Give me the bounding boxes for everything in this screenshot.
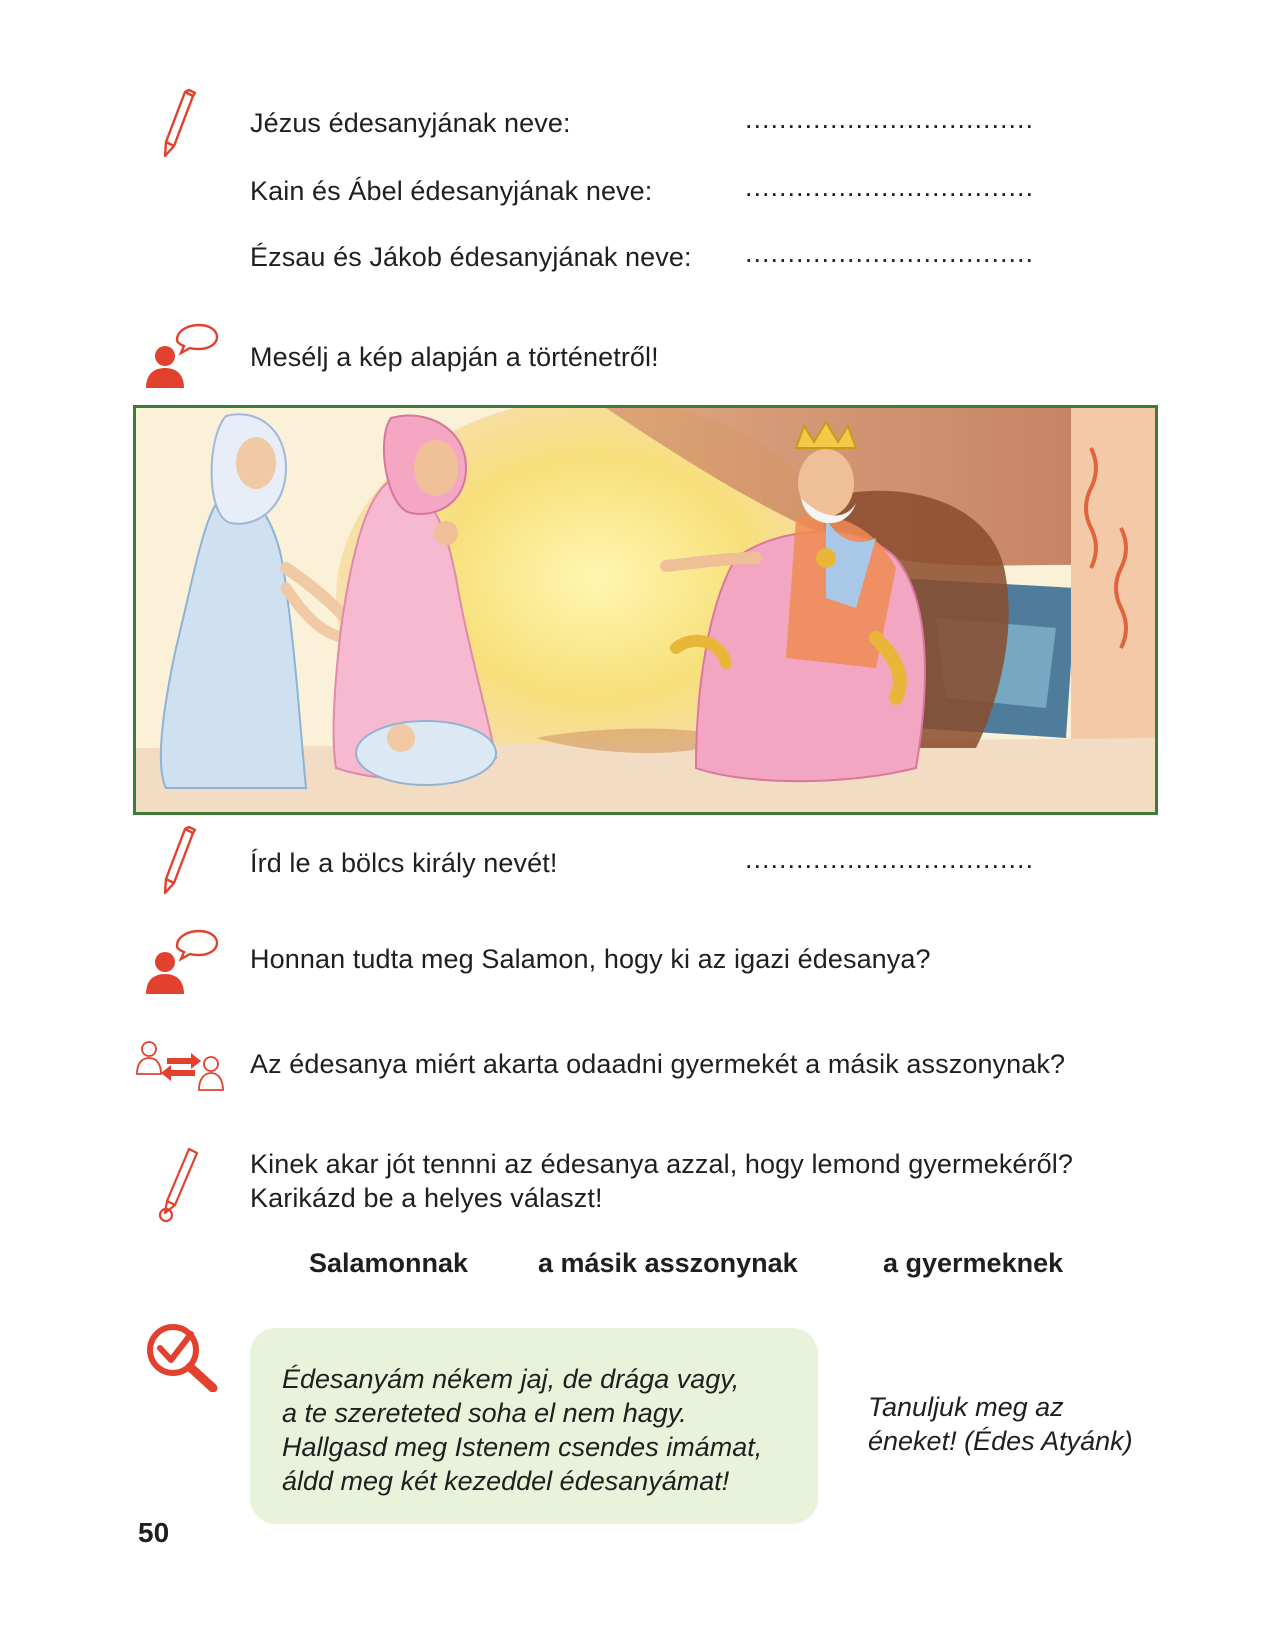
pencil-icon [160,825,200,897]
answer-option[interactable]: Salamonnak [309,1248,469,1278]
page-number: 50 [138,1517,170,1548]
learn-song-note [868,1390,1133,1458]
question-whom-line1: Kinek akar jót tennni az édesanya azzal, hogy lemond gyermekéről? [250,1149,1073,1179]
instruction-write-king: Írd le a bölcs király nevét! [250,848,558,878]
answer-option[interactable]: a gyermeknek [883,1248,1064,1278]
song-lyrics-box [250,1328,818,1524]
song-line: a te szereteted soha el nem hagy. [282,1398,687,1428]
answer-blank[interactable]: .................................. [745,844,1035,874]
song-line: Hallgasd meg Istenem csendes imámat, [282,1432,763,1462]
pair-exchange-icon [135,1040,227,1094]
answer-option[interactable]: a másik asszonynak [538,1248,798,1278]
magnifier-check-icon [143,1320,219,1392]
answer-blank[interactable]: .................................. [745,172,1035,202]
illustration-solomon-judgement [133,405,1158,815]
question-whom-line2: Karikázd be a helyes választ! [250,1183,603,1213]
learn-note-line: Tanuljuk meg az [868,1392,1064,1422]
question-jesus-mother: Jézus édesanyjának neve: [250,108,571,138]
answer-blank[interactable]: .................................. [745,238,1035,268]
question-how-salamon: Honnan tudta meg Salamon, hogy ki az igazi édesanya? [250,944,931,974]
pencil-icon [157,1145,203,1223]
learn-note-line: éneket! (Édes Atyánk) [868,1426,1133,1456]
instruction-tell-story: Mesélj a kép alapján a történetről! [250,342,659,372]
question-ezsau-jakob-mother: Ézsau és Jákob édesanyjának neve: [250,242,692,272]
question-kain-abel-mother: Kain és Ábel édesanyjának neve: [250,176,653,206]
speech-icon [143,322,219,388]
song-line: áldd meg két kezeddel édesanyámat! [282,1466,730,1496]
song-line: Édesanyám nékem jaj, de drága vagy, [282,1364,740,1394]
pencil-icon [160,88,200,160]
question-why-give: Az édesanya miért akarta odaadni gyermekét a másik asszonynak? [250,1049,1066,1079]
speech-icon [143,928,219,994]
answer-blank[interactable]: .................................. [745,104,1035,134]
